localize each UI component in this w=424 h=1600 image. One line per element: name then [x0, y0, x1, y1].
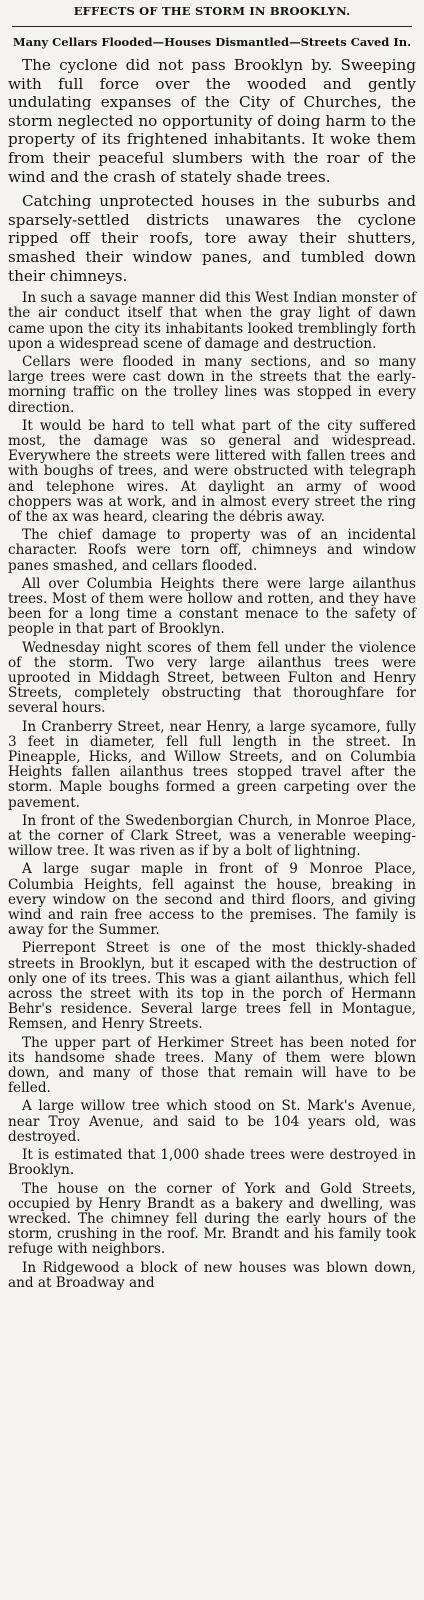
paragraph: Wednesday night scores of them fell under the violence of the storm. Two very large ailanthus trees were uprooted in Middagh Street, between Fulton and Henry Streets, completely obstructing that thoroughfare for several hours.: [8, 639, 416, 717]
paragraph: A large willow tree which stood on St. Mark's Avenue, near Troy Avenue, and said to be 104 years old, was destroyed.: [8, 1098, 416, 1145]
paragraph: In such a savage manner did this West Indian monster of the air conduct itself that when the gray light of dawn came upon the city its inhabitants looked tremblingly forth upon a widespread scene of damage and destruction.: [8, 290, 416, 352]
paragraph: It is estimated that 1,000 shade trees were destroyed in Brooklyn.: [8, 1147, 416, 1179]
paragraph: All over Columbia Heights there were large ailanthus trees. Most of them were hollow and rotten, and they have been for a long time a constant menace to the safety of people in that part of Brooklyn.: [8, 575, 416, 638]
paragraph: In front of the Swedenborgian Church, in Monroe Place, at the corner of Clark Street, was a venerable weeping-willow tree. It was riven as if by a bolt of lightning.: [8, 812, 416, 860]
article-body: [8, 291, 416, 1291]
subheadline: Many Cellars Flooded—Houses Dismantled—Streets Caved In.: [12, 35, 412, 49]
paragraph: The cyclone did not pass Brooklyn by. Sweeping with full force over the wooded and gently undulating expanses of the City of Churches, the storm neglected no opportunity of doing harm to the property of its frightened inhabitants. It woke them from their peaceful slumbers with the roar of the wind and the crash of stately shade trees.: [8, 56, 416, 186]
headline: EFFECTS OF THE STORM IN BROOKLYN.: [73, 4, 351, 18]
paragraph: Catching unprotected houses in the suburbs and sparsely-settled districts unawares the cyclone ripped off their roofs, tore away their shutters, smashed their window panes, and tumbled down their chimneys.: [8, 192, 416, 285]
paragraph: In Ridgewood a block of new houses was blown down, and at Broadway and: [8, 1259, 416, 1291]
paragraph: The chief damage to property was of an incidental character. Roofs were torn off, chimneys and window panes smashed, and cellars flooded.: [8, 527, 416, 574]
paragraph: The house on the corner of York and Gold Streets, occupied by Henry Brandt as a bakery and dwelling, was wrecked. The chimney fell during the early hours of the storm, crushing in the roof. Mr. Brandt and his family took refuge with neighbors.: [8, 1180, 416, 1258]
paragraph: Cellars were flooded in many sections, and so many large trees were cast down in the streets that the early-morning traffic on the trolley lines was stopped in every direction.: [8, 353, 416, 416]
headline-rule: [12, 26, 412, 27]
paragraph: In Cranberry Street, near Henry, a large sycamore, fully 3 feet in diameter, fell full length in the street. In Pineapple, Hicks, and Willow Streets, and on Columbia Heights fallen ailanthus trees stopped travel after the storm. Maple boughs formed a green carpeting over the pavement.: [8, 718, 416, 811]
paragraph: Pierrepont Street is one of the most thickly-shaded streets in Brooklyn, but it escaped with the destruction of only one of its trees. This was a giant ailanthus, which fell across the street with its top in the porch of Hermann Behr's residence. Several large trees fell in Montague, Remsen, and Henry Streets.: [8, 940, 416, 1033]
paragraph: The upper part of Herkimer Street has been noted for its handsome shade trees. Many of them were blown down, and many of those that remain will have to be felled.: [8, 1034, 416, 1097]
paragraph: It would be hard to tell what part of the city suffered most, the damage was so general and widespread. Everywhere the streets were littered with fallen trees and with boughs of trees, and were obstructed with telegraph and telephone wires. At daylight an army of wood choppers was at work, and in almost every street the ring of the ax was heard, clearing the débris away.: [8, 417, 416, 525]
paragraph: A large sugar maple in front of 9 Monroe Place, Columbia Heights, fell against the house, breaking in every window on the second and third floors, and giving wind and rain free access to the premises. The family is away for the Summer.: [8, 861, 416, 939]
article-lead: [8, 56, 416, 285]
